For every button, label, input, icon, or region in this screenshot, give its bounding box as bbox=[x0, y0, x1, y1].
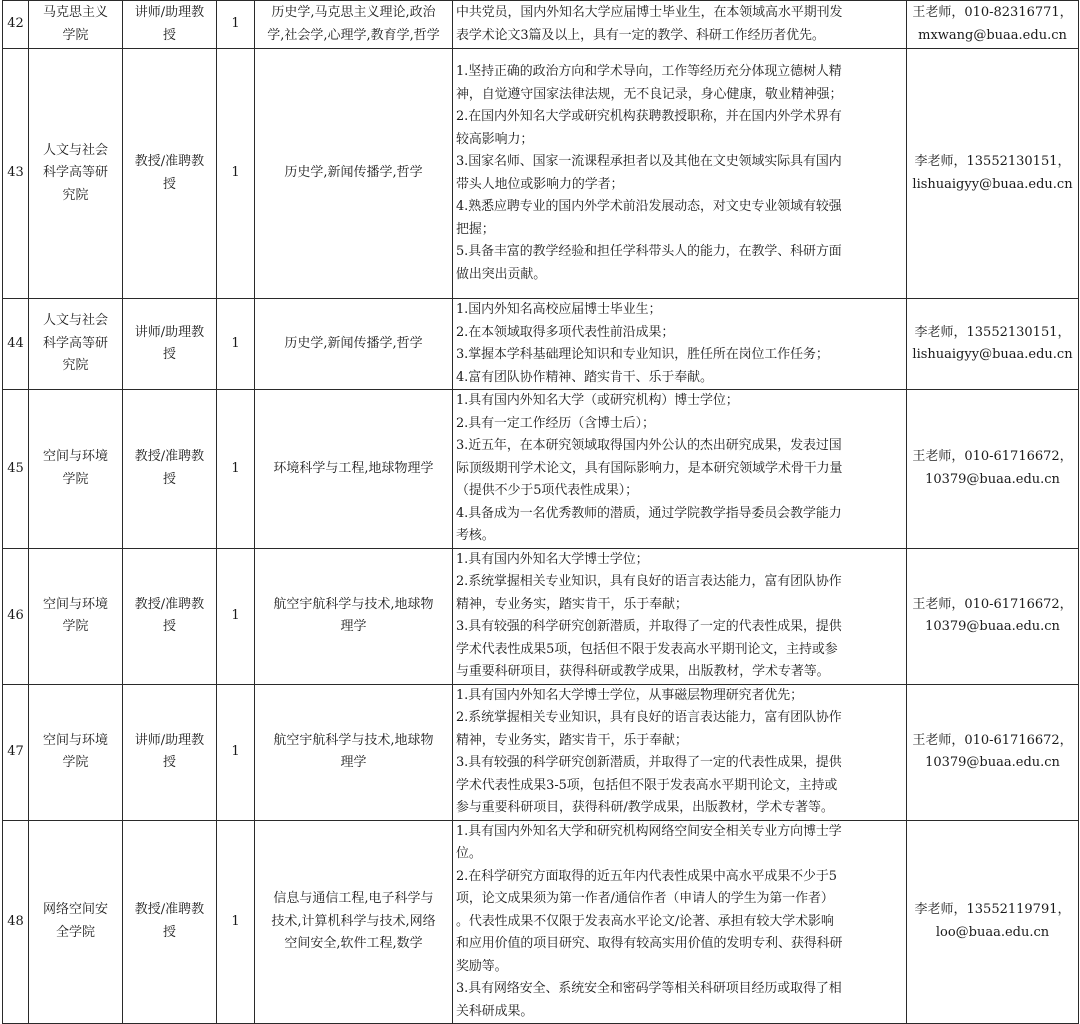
requirements-text-line: 精神，专业务实，踏实肯干，乐于奉献； bbox=[456, 732, 688, 748]
contact-info-line: mxwang@buaa.edu.cn bbox=[918, 27, 1067, 43]
requirements-text-cell bbox=[453, 390, 907, 549]
requirements-text-cell bbox=[453, 49, 907, 299]
contact-info-line: 李老师，13552130151， bbox=[914, 154, 1071, 169]
table-row bbox=[3, 390, 1079, 549]
requirements-text-line: 奖励等。 bbox=[456, 958, 508, 974]
requirements-text-line: 学术代表性成果3-5项，包括但不限于发表高水平期刊论文，主持或 bbox=[456, 777, 838, 793]
major-field-line: 理学 bbox=[340, 755, 367, 770]
requirements-text-line: 际顶级期刊学术论文，具有国际影响力，是本研究领域学术骨干力量 bbox=[456, 460, 843, 476]
position-title-line: 授 bbox=[162, 27, 176, 43]
unit-name-line: 人文与社会 bbox=[42, 313, 108, 329]
row-number-cell bbox=[3, 390, 29, 549]
position-count-cell bbox=[217, 820, 255, 1024]
position-title-cell bbox=[123, 820, 217, 1024]
major-field-cell bbox=[255, 820, 453, 1024]
major-field-line: 信息与通信工程,电子科学与 bbox=[273, 891, 434, 906]
position-title-line: 教授/准聘教 bbox=[134, 902, 205, 918]
major-field-line: 学,社会学,心理学,教育学,哲学 bbox=[267, 27, 440, 43]
unit-name-line: 究院 bbox=[62, 187, 89, 203]
position-title-cell bbox=[123, 548, 217, 684]
requirements-text-line: 项，论文成果须为第一作者/通信作者（申请人的学生为第一作者） bbox=[456, 891, 834, 906]
row-number: 47 bbox=[7, 743, 24, 759]
unit-name-line: 马克思主义 bbox=[42, 5, 108, 20]
requirements-text-line: 1.坚持正确的政治方向和学术导向，工作等经历充分体现立德树人精 bbox=[456, 64, 842, 79]
contact-info-cell bbox=[907, 1, 1079, 49]
unit-name-cell bbox=[29, 548, 123, 684]
requirements-text-cell bbox=[453, 1, 907, 49]
position-title-line: 授 bbox=[162, 755, 176, 770]
table-row bbox=[3, 684, 1079, 820]
major-field-cell bbox=[255, 684, 453, 820]
contact-info-line: 王老师，010-61716672， bbox=[912, 596, 1073, 612]
major-field-line: 理学 bbox=[340, 619, 367, 634]
major-field-cell bbox=[255, 299, 453, 390]
major-field-cell bbox=[255, 390, 453, 549]
requirements-text-line: 2.在科学研究方面取得的近五年内代表性成果中高水平成果不少于5 bbox=[456, 868, 837, 884]
requirements-text-line: 关科研成果。 bbox=[456, 1003, 534, 1019]
position-count-cell bbox=[217, 684, 255, 820]
unit-name-line: 全学院 bbox=[55, 924, 95, 940]
requirements-text-line: 1.具有国内外知名大学（或研究机构）博士学位； bbox=[456, 393, 739, 408]
contact-info-line: 李老师，13552130151， bbox=[914, 324, 1071, 340]
unit-name-line: 学院 bbox=[62, 27, 89, 43]
unit-name-cell bbox=[29, 299, 123, 390]
unit-name-line: 究院 bbox=[62, 358, 89, 374]
row-number-cell bbox=[3, 299, 29, 390]
contact-info-cell bbox=[907, 299, 1079, 390]
position-title-cell bbox=[123, 684, 217, 820]
position-count: 1 bbox=[231, 16, 240, 32]
position-count: 1 bbox=[231, 913, 240, 929]
unit-name-line: 学院 bbox=[62, 755, 89, 770]
requirements-text-line: 。代表性成果不仅限于发表高水平论文/论著、承担有较大学术影响 bbox=[456, 913, 834, 929]
table-row bbox=[3, 49, 1079, 299]
position-title-line: 教授/准聘教 bbox=[134, 449, 205, 465]
table-row bbox=[3, 548, 1079, 684]
requirements-text-line: 做出突出贡献。 bbox=[456, 266, 547, 282]
position-title-line: 讲师/助理教 bbox=[134, 5, 205, 20]
major-field-line: 空间安全,软件工程,数学 bbox=[284, 936, 423, 951]
position-count-cell bbox=[217, 548, 255, 684]
row-number-cell bbox=[3, 548, 29, 684]
requirements-text-line: 表学术论文3篇及以上，具有一定的教学、科研工作经历者优先。 bbox=[456, 27, 825, 43]
unit-name-cell bbox=[29, 820, 123, 1024]
major-field-cell bbox=[255, 548, 453, 684]
row-number: 46 bbox=[7, 607, 24, 623]
requirements-text-line: 带头人地位或影响力的学者； bbox=[456, 176, 624, 192]
requirements-text-line: 4.富有团队协作精神、踏实肯干、乐于奉献。 bbox=[456, 369, 713, 385]
requirements-text-line: 与重要科研项目，获得科研或教学成果，出版教材，学术专著等。 bbox=[456, 664, 830, 679]
position-count: 1 bbox=[231, 743, 240, 759]
contact-info-line: 王老师，010-61716672， bbox=[912, 732, 1073, 748]
requirements-text-line: 2.在本领域取得多项代表性前沿成果； bbox=[456, 324, 675, 340]
major-field-line: 历史学,马克思主义理论,政治 bbox=[271, 5, 436, 20]
contact-info-line: lishuaigyy@buaa.edu.cn bbox=[912, 347, 1073, 362]
position-title-line: 授 bbox=[162, 924, 176, 940]
requirements-text-cell bbox=[453, 548, 907, 684]
table-row bbox=[3, 299, 1079, 390]
position-count: 1 bbox=[231, 165, 240, 181]
contact-info-line: 李老师，13552119791， bbox=[914, 902, 1071, 918]
position-count-cell bbox=[217, 49, 255, 299]
row-number: 48 bbox=[7, 913, 24, 929]
requirements-text-line: 学术代表性成果5项，包括但不限于发表高水平期刊论文，主持或参 bbox=[456, 641, 838, 657]
unit-name-line: 科学高等研 bbox=[42, 335, 108, 351]
contact-info-line: 10379@buaa.edu.cn bbox=[925, 619, 1060, 634]
unit-name-cell bbox=[29, 390, 123, 549]
position-count-cell bbox=[217, 1, 255, 49]
requirements-text-cell bbox=[453, 299, 907, 390]
position-title-cell bbox=[123, 49, 217, 299]
position-count-cell bbox=[217, 299, 255, 390]
row-number: 44 bbox=[7, 335, 24, 351]
table-row bbox=[3, 820, 1079, 1024]
unit-name-line: 学院 bbox=[62, 471, 89, 487]
position-title-line: 授 bbox=[162, 347, 176, 362]
contact-info-line: 王老师，010-61716672， bbox=[912, 449, 1073, 465]
major-field-line: 历史学,新闻传播学,哲学 bbox=[284, 335, 423, 351]
requirements-text-line: 和应用价值的项目研究、取得有较高实用价值的发明专利、获得科研 bbox=[456, 936, 843, 951]
requirements-text-line: 1.具有国内外知名大学和研究机构网络空间安全相关专业方向博士学 bbox=[456, 823, 842, 839]
major-field-cell bbox=[255, 1, 453, 49]
requirements-text-cell bbox=[453, 684, 907, 820]
requirements-text-line: 1.具有国内外知名大学博士学位，从事磁层物理研究者优先； bbox=[456, 687, 804, 703]
requirements-text-line: （提供不少于5项代表性成果）； bbox=[456, 483, 638, 498]
unit-name-line: 空间与环境 bbox=[42, 596, 108, 612]
position-title-line: 讲师/助理教 bbox=[134, 324, 205, 340]
row-number: 45 bbox=[7, 460, 24, 476]
requirements-text-line: 3.具有网络安全、系统安全和密码学等相关科研项目经历或取得了相 bbox=[456, 981, 842, 996]
requirements-text-line: 1.具有国内外知名大学博士学位； bbox=[456, 551, 649, 567]
row-number: 42 bbox=[7, 16, 24, 32]
contact-info-cell bbox=[907, 820, 1079, 1024]
contact-info-line: lishuaigyy@buaa.edu.cn bbox=[912, 176, 1073, 192]
unit-name-line: 网络空间安 bbox=[42, 902, 108, 918]
requirements-text-line: 较高影响力； bbox=[456, 131, 534, 147]
position-title-cell bbox=[123, 299, 217, 390]
recruitment-table bbox=[2, 0, 1079, 1024]
major-field-line: 技术,计算机科学与技术,网络 bbox=[271, 913, 436, 929]
position-title-line: 教授/准聘教 bbox=[134, 596, 205, 612]
major-field-cell bbox=[255, 49, 453, 299]
requirements-text-line: 2.具有一定工作经历（含博士后）； bbox=[456, 415, 655, 431]
position-count: 1 bbox=[231, 335, 240, 351]
unit-name-cell bbox=[29, 1, 123, 49]
row-number-cell bbox=[3, 49, 29, 299]
requirements-text-line: 5.具备丰富的教学经验和担任学科带头人的能力，在教学、科研方面 bbox=[456, 244, 842, 259]
unit-name-line: 空间与环境 bbox=[42, 732, 108, 748]
requirements-text-line: 3.掌握本学科基础理论知识和专业知识，胜任所在岗位工作任务； bbox=[456, 347, 829, 362]
row-number: 43 bbox=[7, 165, 24, 181]
unit-name-cell bbox=[29, 684, 123, 820]
position-count: 1 bbox=[231, 607, 240, 623]
requirements-text-line: 参与重要科研项目，获得科研/教学成果，出版教材，学术专著等。 bbox=[456, 800, 834, 815]
position-title-line: 授 bbox=[162, 471, 176, 487]
contact-info-cell bbox=[907, 684, 1079, 820]
position-count-cell bbox=[217, 390, 255, 549]
major-field-line: 环境科学与工程,地球物理学 bbox=[273, 460, 434, 476]
major-field-line: 航空宇航科学与技术,地球物 bbox=[273, 596, 434, 612]
requirements-text-line: 神，自觉遵守国家法律法规，无不良记录，身心健康，敬业精神强； bbox=[456, 86, 843, 102]
contact-info-line: 王老师，010-82316771， bbox=[912, 5, 1073, 20]
requirements-text-line: 3.近五年，在本研究领域取得国内外公认的杰出研究成果，发表过国 bbox=[456, 438, 842, 453]
row-number-cell bbox=[3, 684, 29, 820]
requirements-text-line: 2.系统掌握相关专业知识，具有良好的语言表达能力，富有团队协作 bbox=[456, 710, 842, 725]
row-number-cell bbox=[3, 1, 29, 49]
contact-info-cell bbox=[907, 49, 1079, 299]
contact-info-cell bbox=[907, 548, 1079, 684]
requirements-text-cell bbox=[453, 820, 907, 1024]
contact-info-line: 10379@buaa.edu.cn bbox=[925, 471, 1060, 487]
unit-name-line: 学院 bbox=[62, 619, 89, 634]
contact-info-line: loo@buaa.edu.cn bbox=[935, 924, 1050, 940]
position-title-line: 授 bbox=[162, 176, 176, 192]
unit-name-cell bbox=[29, 49, 123, 299]
requirements-text-line: 位。 bbox=[456, 846, 482, 861]
unit-name-line: 科学高等研 bbox=[42, 165, 108, 181]
contact-info-cell bbox=[907, 390, 1079, 549]
position-title-line: 授 bbox=[162, 619, 176, 634]
contact-info-line: 10379@buaa.edu.cn bbox=[925, 755, 1060, 770]
position-title-cell bbox=[123, 1, 217, 49]
requirements-text-line: 中共党员，国内外知名大学应届博士毕业生，在本领域高水平期刊发 bbox=[456, 5, 843, 20]
requirements-text-line: 3.具有较强的科学研究创新潜质，并取得了一定的代表性成果，提供 bbox=[456, 619, 842, 634]
requirements-text-line: 1.国内外知名高校应届博士毕业生； bbox=[456, 302, 662, 317]
major-field-line: 历史学,新闻传播学,哲学 bbox=[284, 165, 423, 181]
requirements-text-line: 4.熟悉应聘专业的国内外学术前沿发展动态，对文史专业领域有较强 bbox=[456, 199, 842, 214]
major-field-line: 航空宇航科学与技术,地球物 bbox=[273, 732, 434, 748]
position-title-line: 讲师/助理教 bbox=[134, 732, 205, 748]
position-count: 1 bbox=[231, 460, 240, 476]
position-title-cell bbox=[123, 390, 217, 549]
table-row bbox=[3, 1, 1079, 49]
row-number-cell bbox=[3, 820, 29, 1024]
requirements-text-line: 考核。 bbox=[456, 528, 495, 543]
requirements-text-line: 精神，专业务实，踏实肯干，乐于奉献； bbox=[456, 596, 688, 612]
unit-name-line: 空间与环境 bbox=[42, 449, 108, 465]
unit-name-line: 人文与社会 bbox=[42, 142, 108, 158]
requirements-text-line: 把握； bbox=[456, 221, 495, 237]
requirements-text-line: 3.国家名师、国家一流课程承担者以及其他在文史领域实际具有国内 bbox=[456, 154, 842, 169]
requirements-text-line: 4.具备成为一名优秀教师的潜质，通过学院教学指导委员会教学能力 bbox=[456, 505, 842, 521]
requirements-text-line: 3.具有较强的科学研究创新潜质，并取得了一定的代表性成果，提供 bbox=[456, 755, 842, 770]
position-title-line: 教授/准聘教 bbox=[134, 154, 205, 169]
requirements-text-line: 2.系统掌握相关专业知识，具有良好的语言表达能力，富有团队协作 bbox=[456, 574, 842, 589]
requirements-text-line: 2.在国内外知名大学或研究机构获聘教授职称，并在国内外学术界有 bbox=[456, 109, 842, 124]
